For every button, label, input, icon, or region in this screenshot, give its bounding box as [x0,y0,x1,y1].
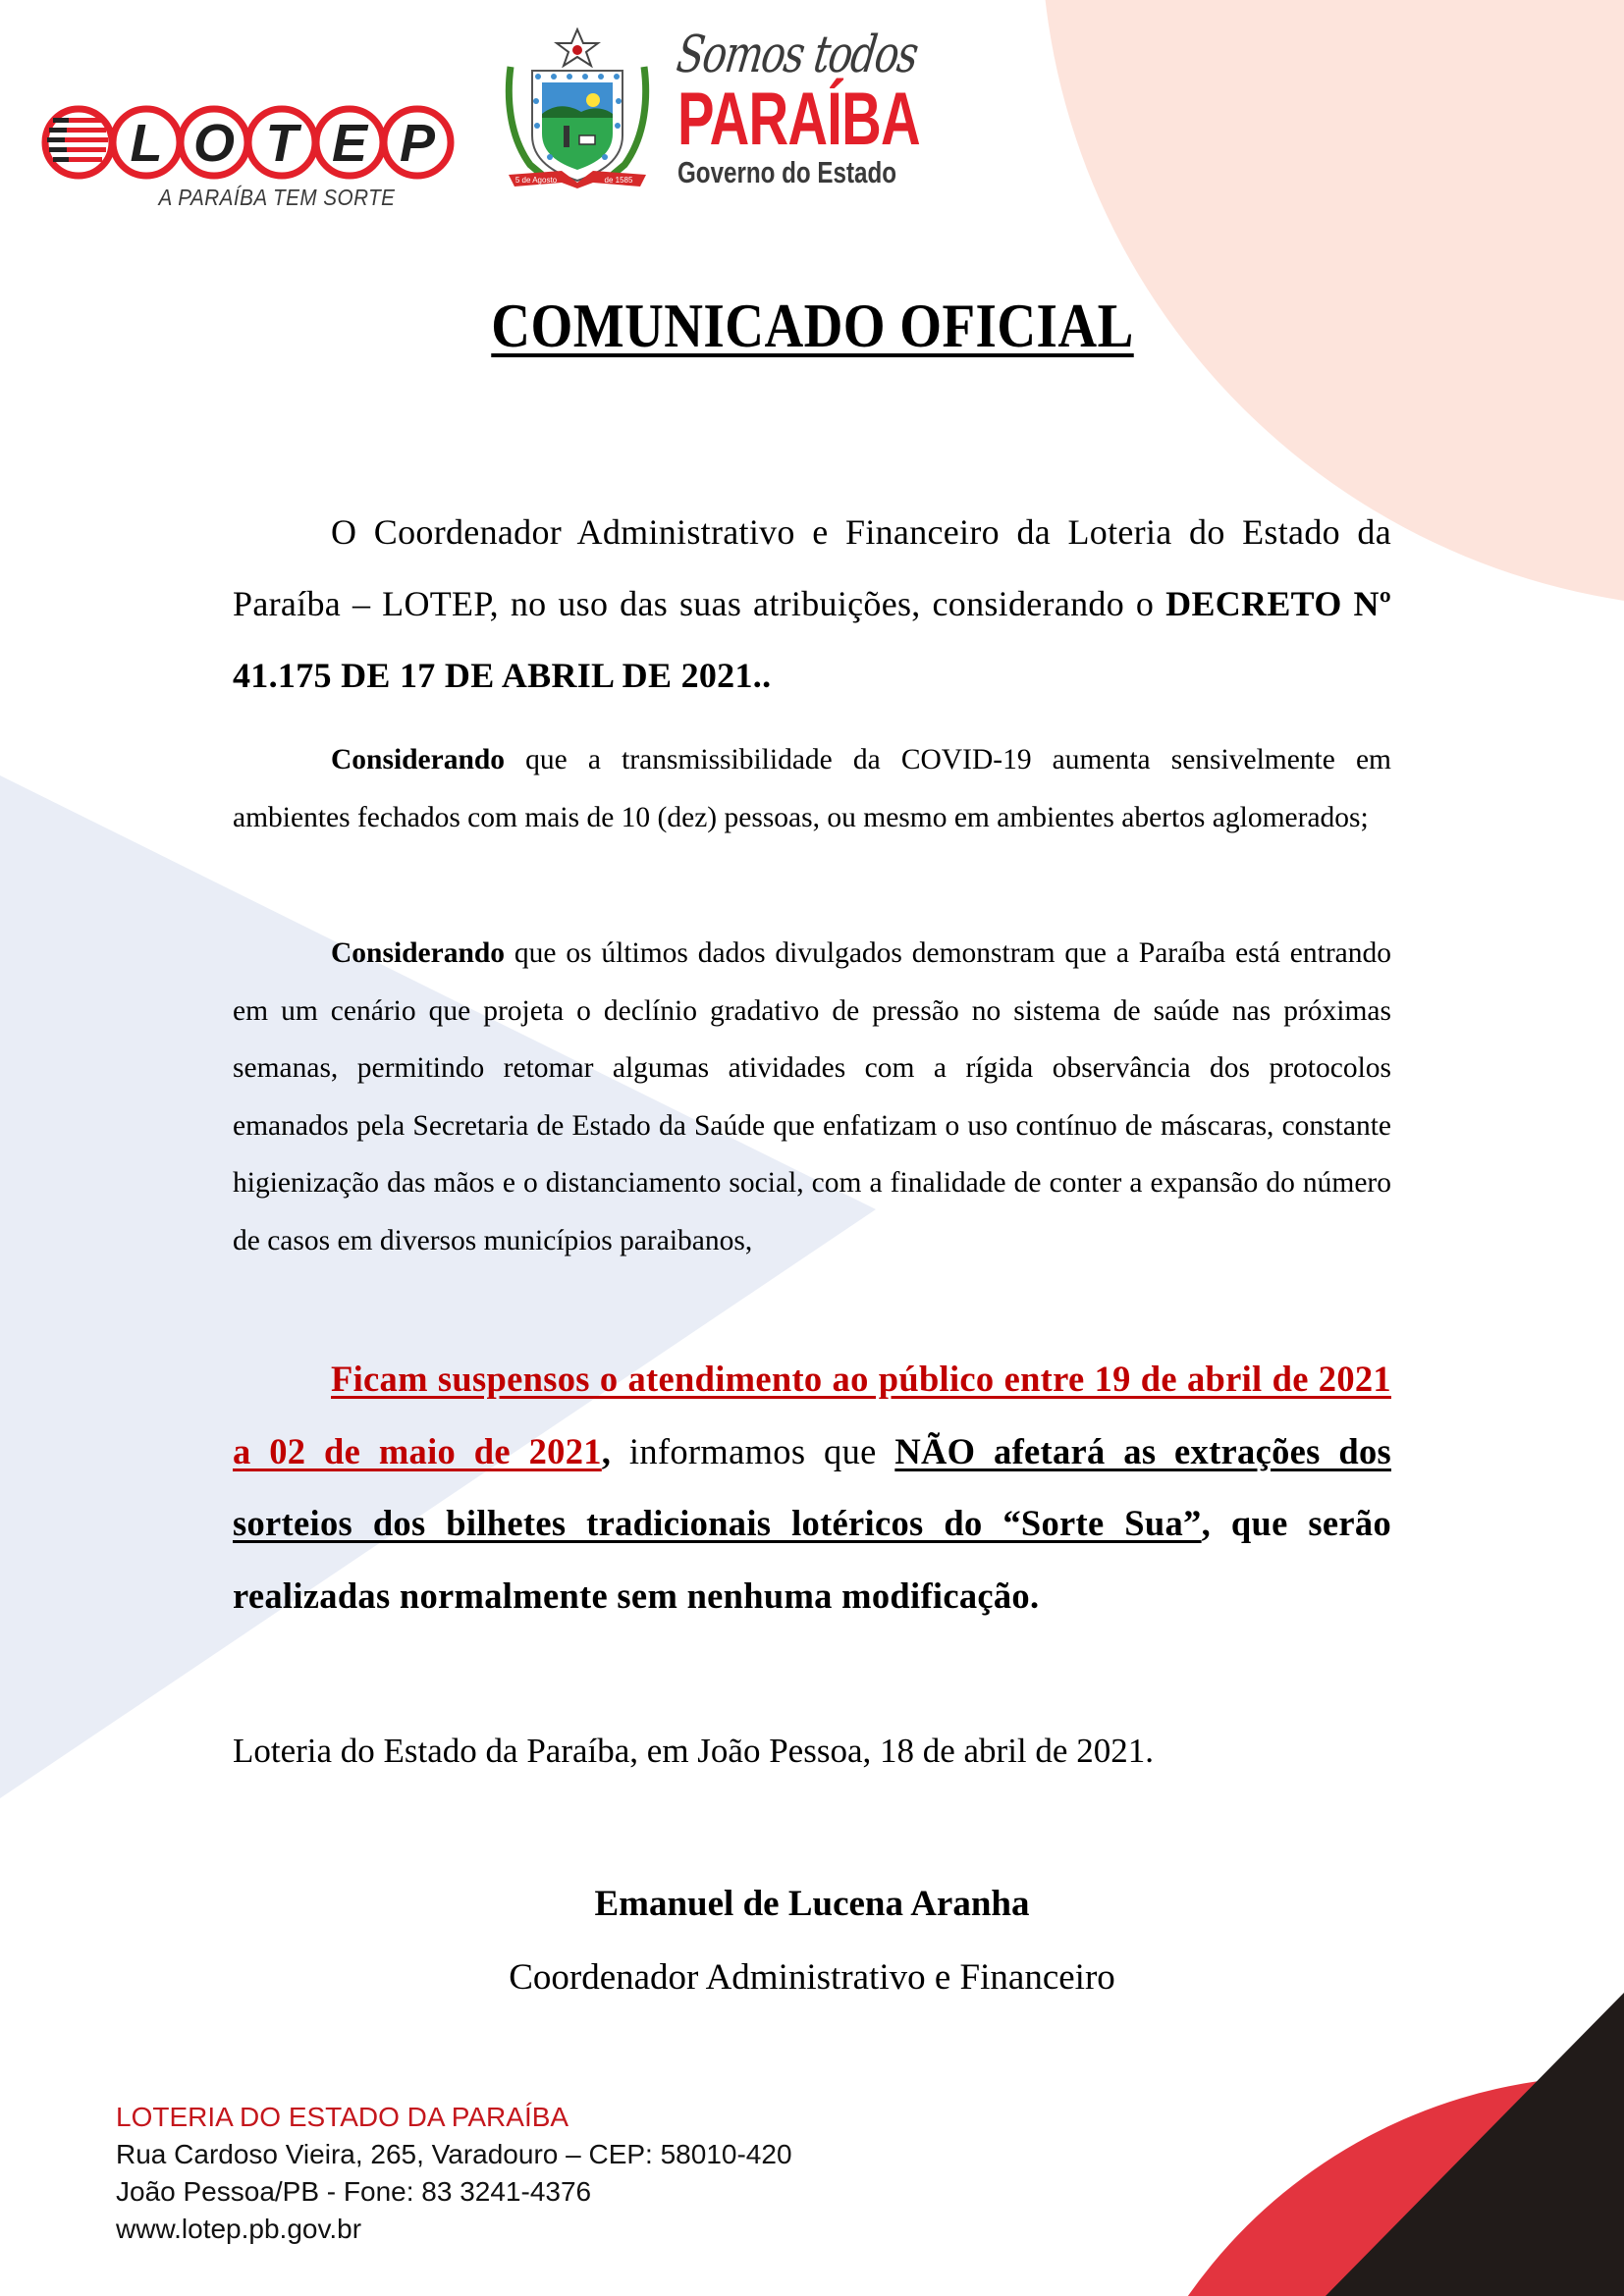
footer-organization: LOTERIA DO ESTADO DA PARAÍBA [116,2102,569,2132]
intro-paragraph [233,497,1391,712]
somos-todos-script: Somos todos [673,26,921,84]
signature-block [0,1880,1624,2002]
notice-comma: , [601,1430,612,1471]
footer-city-phone: João Pessoa/PB - Fone: 83 3241-4376 [116,2176,592,2207]
logo-letter: E [331,114,368,173]
signatory-role: Coordenador Administrativo e Financeiro [509,1957,1115,1998]
draws-unaffected-notice: NÃO afetará as extrações dos sorteios dos bilhetes tradicionais lotéricos do “Sorte Sua” [233,1430,1392,1543]
coat-of-arms-icon [503,27,652,190]
ribbon-text-right: de 1585 [604,176,633,185]
lotep-circles-icon [41,98,459,187]
suspension-notice-paragraph [233,1343,1391,1631]
lotep-logo [41,98,459,216]
considering-paragraph-1 [233,731,1391,846]
logo-letter: O [192,114,236,173]
signatory-name: Emanuel de Lucena Aranha [594,1884,1030,1924]
notice-tail: , que serão realizadas normalmente sem nenhuma modificação. [233,1503,1391,1616]
considering-lead: Considerando [331,937,506,969]
logo-letter: P [399,114,436,173]
document-title-container [0,290,1624,362]
ribbon-text-left: 5 de Agosto [514,176,558,185]
document-title: COMUNICADO OFICIAL [490,291,1134,360]
footer-contact [116,2099,792,2248]
logo-letter: T [265,114,298,173]
dateline: Loteria do Estado da Paraíba, em João Pessoa, 18 de abril de 2021. [233,1732,1154,1770]
government-brand-logo [673,26,921,192]
paraiba-wordmark: PARAÍBA [677,78,920,161]
governo-do-estado-label: Governo do Estado [677,155,897,189]
suspension-notice: Ficam suspensos o atendimento ao público entre 19 de abril de 2021 a 02 de maio de 2021 [233,1359,1391,1471]
footer-website[interactable]: www.lotep.pb.gov.br [116,2214,362,2244]
intro-text: O Coordenador Administrativo e Financeiro da Loteria do Estado da Paraíba – LOTEP, no uso das suas atribuições, considerando o [233,512,1391,623]
lotep-tagline: A PARAÍBA TEM SORTE [158,185,396,210]
considering-lead: Considerando [331,744,506,775]
considering-paragraph-2 [233,925,1391,1269]
considering-text: que os últimos dados divulgados demonstram que a Paraíba está entrando em um cenário que projeta o declínio gradativo de pressão no sistema de saúde nas próximas semanas, permitindo retomar algumas atividades com a rígida observância dos protocolos emanados pela Secretaria de Estado da Saúde que enfatizam o uso contínuo de máscaras, constante higienização das mãos e o distanciamento social, com a finalidade de conter a expansão do número de casos em diversos municípios paraibanos, [233,937,1391,1256]
notice-connector: informamos que [611,1430,895,1471]
footer-address: Rua Cardoso Vieira, 265, Varadouro – CEP: 58010-420 [116,2139,792,2169]
logo-letter: L [130,114,163,173]
decree-reference: DECRETO Nº 41.175 DE 17 DE ABRIL DE 2021.. [233,584,1392,695]
considering-text: que a transmissibilidade da COVID-19 aumenta sensivelmente em ambientes fechados com mais de 10 (dez) pessoas, ou mesmo em ambientes abertos aglomerados; [233,744,1391,833]
